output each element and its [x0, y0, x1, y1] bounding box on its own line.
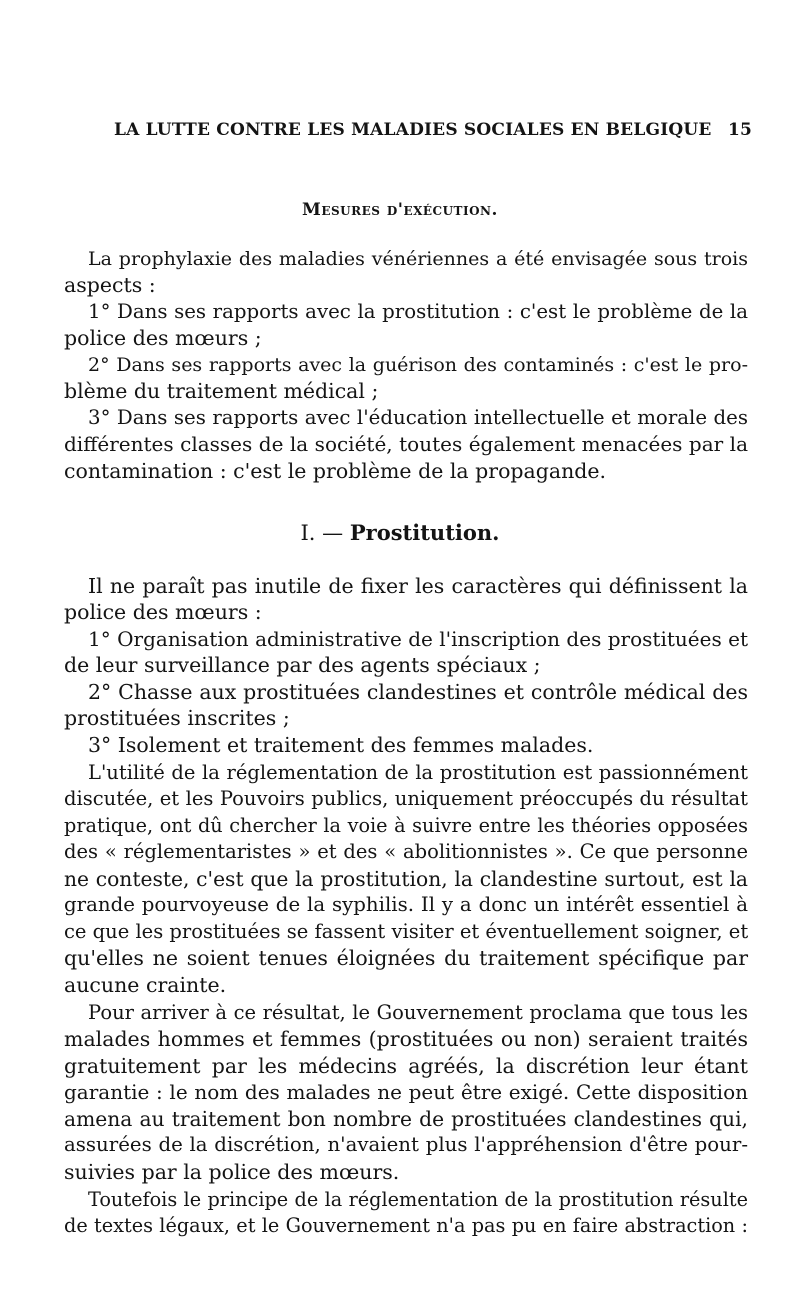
text-line: grande pourvoyeuse de la syphilis. Il y a donc un intérêt essentiel à [64, 893, 748, 916]
text-line: 1° Organisation administrative de l'inscription des prostituées et [88, 627, 748, 651]
text-line: pratique, ont dû chercher la voie à suivre entre les théories opposées [64, 814, 748, 837]
text-line: malades hommes et femmes (prostituées ou non) seraient traités [64, 1027, 748, 1051]
text-line: garantie : le nom des malades ne peut être exigé. Cette disposition [64, 1080, 748, 1104]
text-line: discutée, et les Pouvoirs publics, uniquement préoccupés du résultat [64, 787, 748, 810]
section-title: Prostitution. [349, 520, 500, 545]
page-number: 15 [727, 120, 752, 140]
text-line: prostituées inscrites ; [64, 706, 290, 730]
text-line: police des mœurs ; [64, 326, 262, 350]
text-line: suivies par la police des mœurs. [64, 1160, 400, 1184]
section-heading-mesures: Mesures d'exécution. [302, 200, 498, 220]
text-line: 2° Chasse aux prostituées clandestines et contrôle médical des [88, 680, 748, 704]
text-line: 2° Dans ses rapports avec la guérison des contaminés : c'est le pro- [88, 354, 748, 376]
section-numeral: I. — [300, 521, 344, 545]
text-line: gratuitement par les médecins agréés, la discrétion leur étant [64, 1054, 748, 1078]
text-line: Il ne paraît pas inutile de fixer les caractères qui définissent la [88, 574, 748, 598]
running-head-title: LA LUTTE CONTRE LES MALADIES SOCIALES EN BELGIQUE [114, 120, 712, 140]
text-line: aspects : [64, 273, 156, 297]
text-line: ce que les prostituées se fassent visiter et éventuellement soigner, et [64, 920, 749, 943]
text-line: amena au traitement bon nombre de prostituées clandestines qui, [64, 1107, 748, 1131]
text-line: aucune crainte. [64, 973, 227, 997]
text-line: 3° Dans ses rapports avec l'éducation intellectuelle et morale des [88, 406, 748, 429]
text-line: 1° Dans ses rapports avec la prostitution : c'est le problème de la [88, 300, 748, 323]
text-line: des « réglementaristes » et des « abolitionnistes ». Ce que personne [64, 840, 748, 863]
text-line: L'utilité de la réglementation de la prostitution est passionnément [88, 761, 748, 784]
text-line: 3° Isolement et traitement des femmes malades. [88, 733, 594, 757]
text-line: police des mœurs : [64, 600, 262, 624]
text-line: blème du traitement médical ; [64, 379, 379, 403]
text-line: assurées de la discrétion, n'avaient plus l'appréhension d'être pour- [64, 1133, 748, 1156]
text-line: différentes classes de la société, toutes également menacées par la [64, 432, 748, 456]
text-line: Toutefois le principe de la réglementation de la prostitution résulte [88, 1188, 748, 1211]
section-heading-prostitution [0, 520, 800, 545]
text-line: qu'elles ne soient tenues éloignées du traitement spécifique par [64, 946, 748, 970]
text-line: Pour arriver à ce résultat, le Gouvernement proclama que tous les [88, 1001, 748, 1024]
text-line: La prophylaxie des maladies vénériennes a été envisagée sous trois [88, 248, 748, 270]
text-line: de textes légaux, et le Gouvernement n'a pas pu en faire abstraction : [64, 1214, 748, 1237]
text-line: ne conteste, c'est que la prostitution, la clandestine surtout, est la [64, 867, 748, 891]
text-line: contamination : c'est le problème de la propagande. [64, 459, 607, 483]
text-line: de leur surveillance par des agents spéciaux ; [64, 653, 541, 677]
